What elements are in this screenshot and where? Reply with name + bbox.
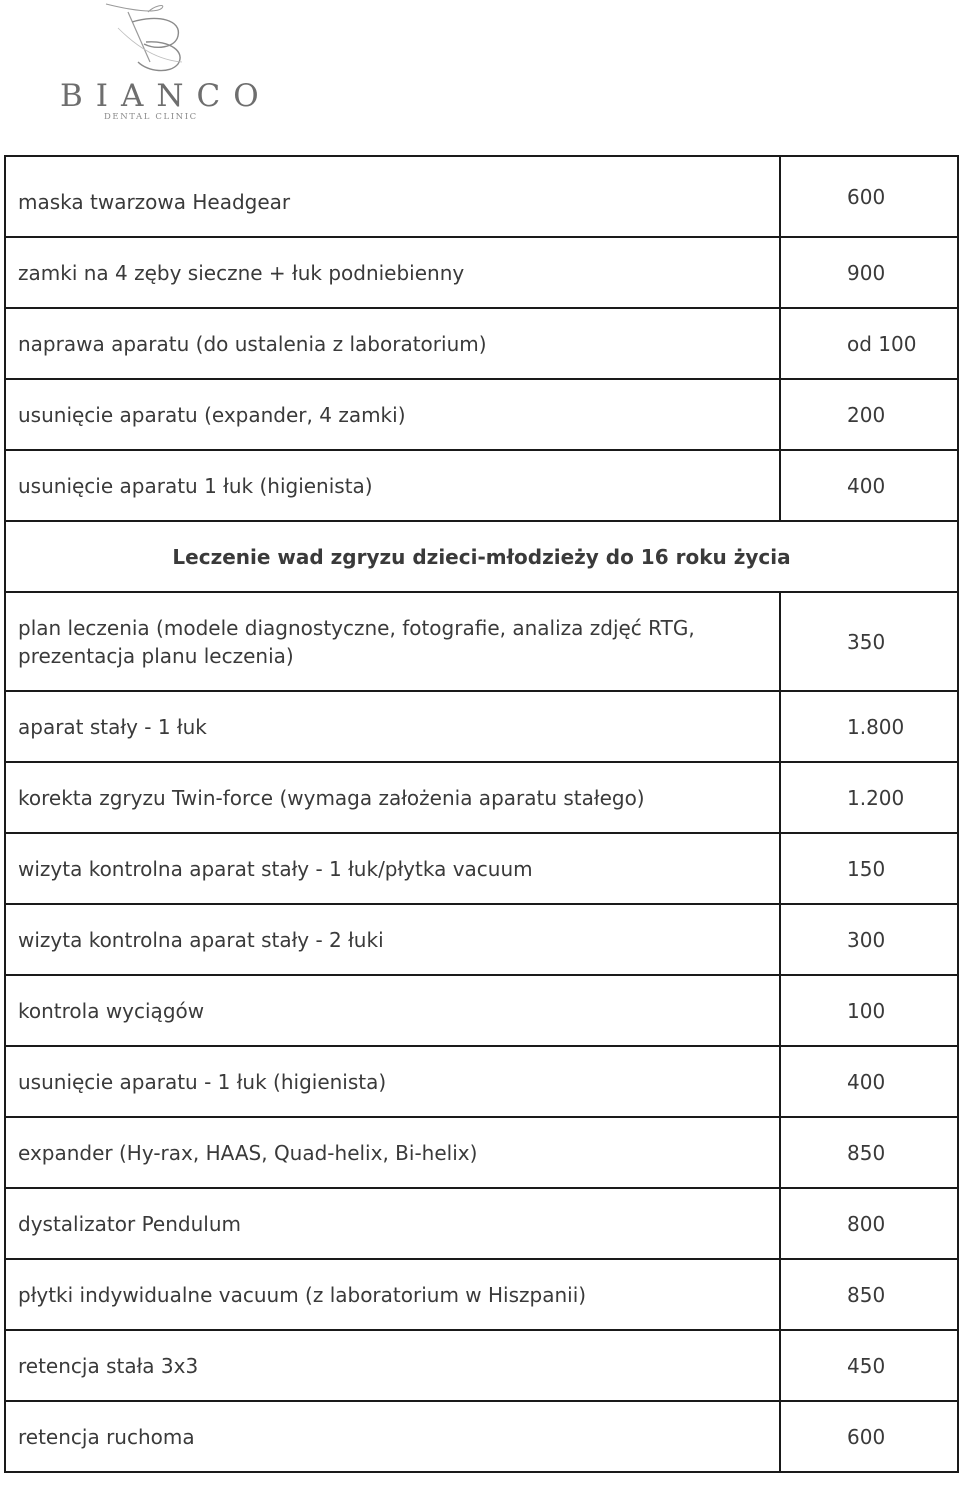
clinic-logo [58, 0, 272, 125]
table-row [5, 691, 958, 762]
service-name: zamki na 4 zęby sieczne + łuk podniebienny [5, 237, 780, 308]
table-row [5, 379, 958, 450]
service-name: maska twarzowa Headgear [5, 156, 780, 237]
service-price: 150 [780, 833, 958, 904]
service-name: aparat stały - 1 łuk [5, 691, 780, 762]
service-price: 450 [780, 1330, 958, 1401]
service-price: 600 [780, 156, 958, 237]
table-row [5, 308, 958, 379]
service-name: retencja ruchoma [5, 1401, 780, 1472]
table-row [5, 592, 958, 691]
service-name: usunięcie aparatu (expander, 4 zamki) [5, 379, 780, 450]
service-price: 1.800 [780, 691, 958, 762]
logo-tagline: DENTAL CLINIC [104, 112, 198, 122]
service-price: 850 [780, 1117, 958, 1188]
table-row [5, 156, 958, 237]
service-price: 350 [780, 592, 958, 691]
service-price: 800 [780, 1188, 958, 1259]
service-name: expander (Hy-rax, HAAS, Quad-helix, Bi-helix) [5, 1117, 780, 1188]
table-row [5, 904, 958, 975]
service-price: 300 [780, 904, 958, 975]
service-price: 600 [780, 1401, 958, 1472]
table-row [5, 1046, 958, 1117]
service-price: 200 [780, 379, 958, 450]
service-price: 400 [780, 1046, 958, 1117]
service-name: dystalizator Pendulum [5, 1188, 780, 1259]
table-row [5, 975, 958, 1046]
service-price: 400 [780, 450, 958, 521]
service-name: usunięcie aparatu 1 łuk (higienista) [5, 450, 780, 521]
service-price: od 100 [780, 308, 958, 379]
service-price: 100 [780, 975, 958, 1046]
service-name: wizyta kontrolna aparat stały - 1 łuk/płytka vacuum [5, 833, 780, 904]
service-name: kontrola wyciągów [5, 975, 780, 1046]
service-name: usunięcie aparatu - 1 łuk (higienista) [5, 1046, 780, 1117]
price-table [4, 155, 959, 1473]
service-name: retencja stała 3x3 [5, 1330, 780, 1401]
service-price: 900 [780, 237, 958, 308]
table-row [5, 450, 958, 521]
service-price: 850 [780, 1259, 958, 1330]
service-name: korekta zgryzu Twin-force (wymaga założenia aparatu stałego) [5, 762, 780, 833]
service-name: płytki indywidualne vacuum (z laboratorium w Hiszpanii) [5, 1259, 780, 1330]
table-row [5, 762, 958, 833]
table-row [5, 833, 958, 904]
section-header: Leczenie wad zgryzu dzieci-młodzieży do 16 roku życia [5, 521, 958, 592]
service-name: wizyta kontrolna aparat stały - 2 łuki [5, 904, 780, 975]
service-name: plan leczenia (modele diagnostyczne, fotografie, analiza zdjęć RTG, prezentacja planu leczenia) [5, 592, 780, 691]
section-header-row [5, 521, 958, 592]
table-row [5, 1117, 958, 1188]
logo-name: BIANCO [60, 78, 272, 114]
table-row [5, 1330, 958, 1401]
table-row [5, 1401, 958, 1472]
service-name: naprawa aparatu (do ustalenia z laboratorium) [5, 308, 780, 379]
table-row [5, 1259, 958, 1330]
logo-b-mark-icon [58, 0, 258, 90]
table-row [5, 237, 958, 308]
table-row [5, 1188, 958, 1259]
service-price: 1.200 [780, 762, 958, 833]
